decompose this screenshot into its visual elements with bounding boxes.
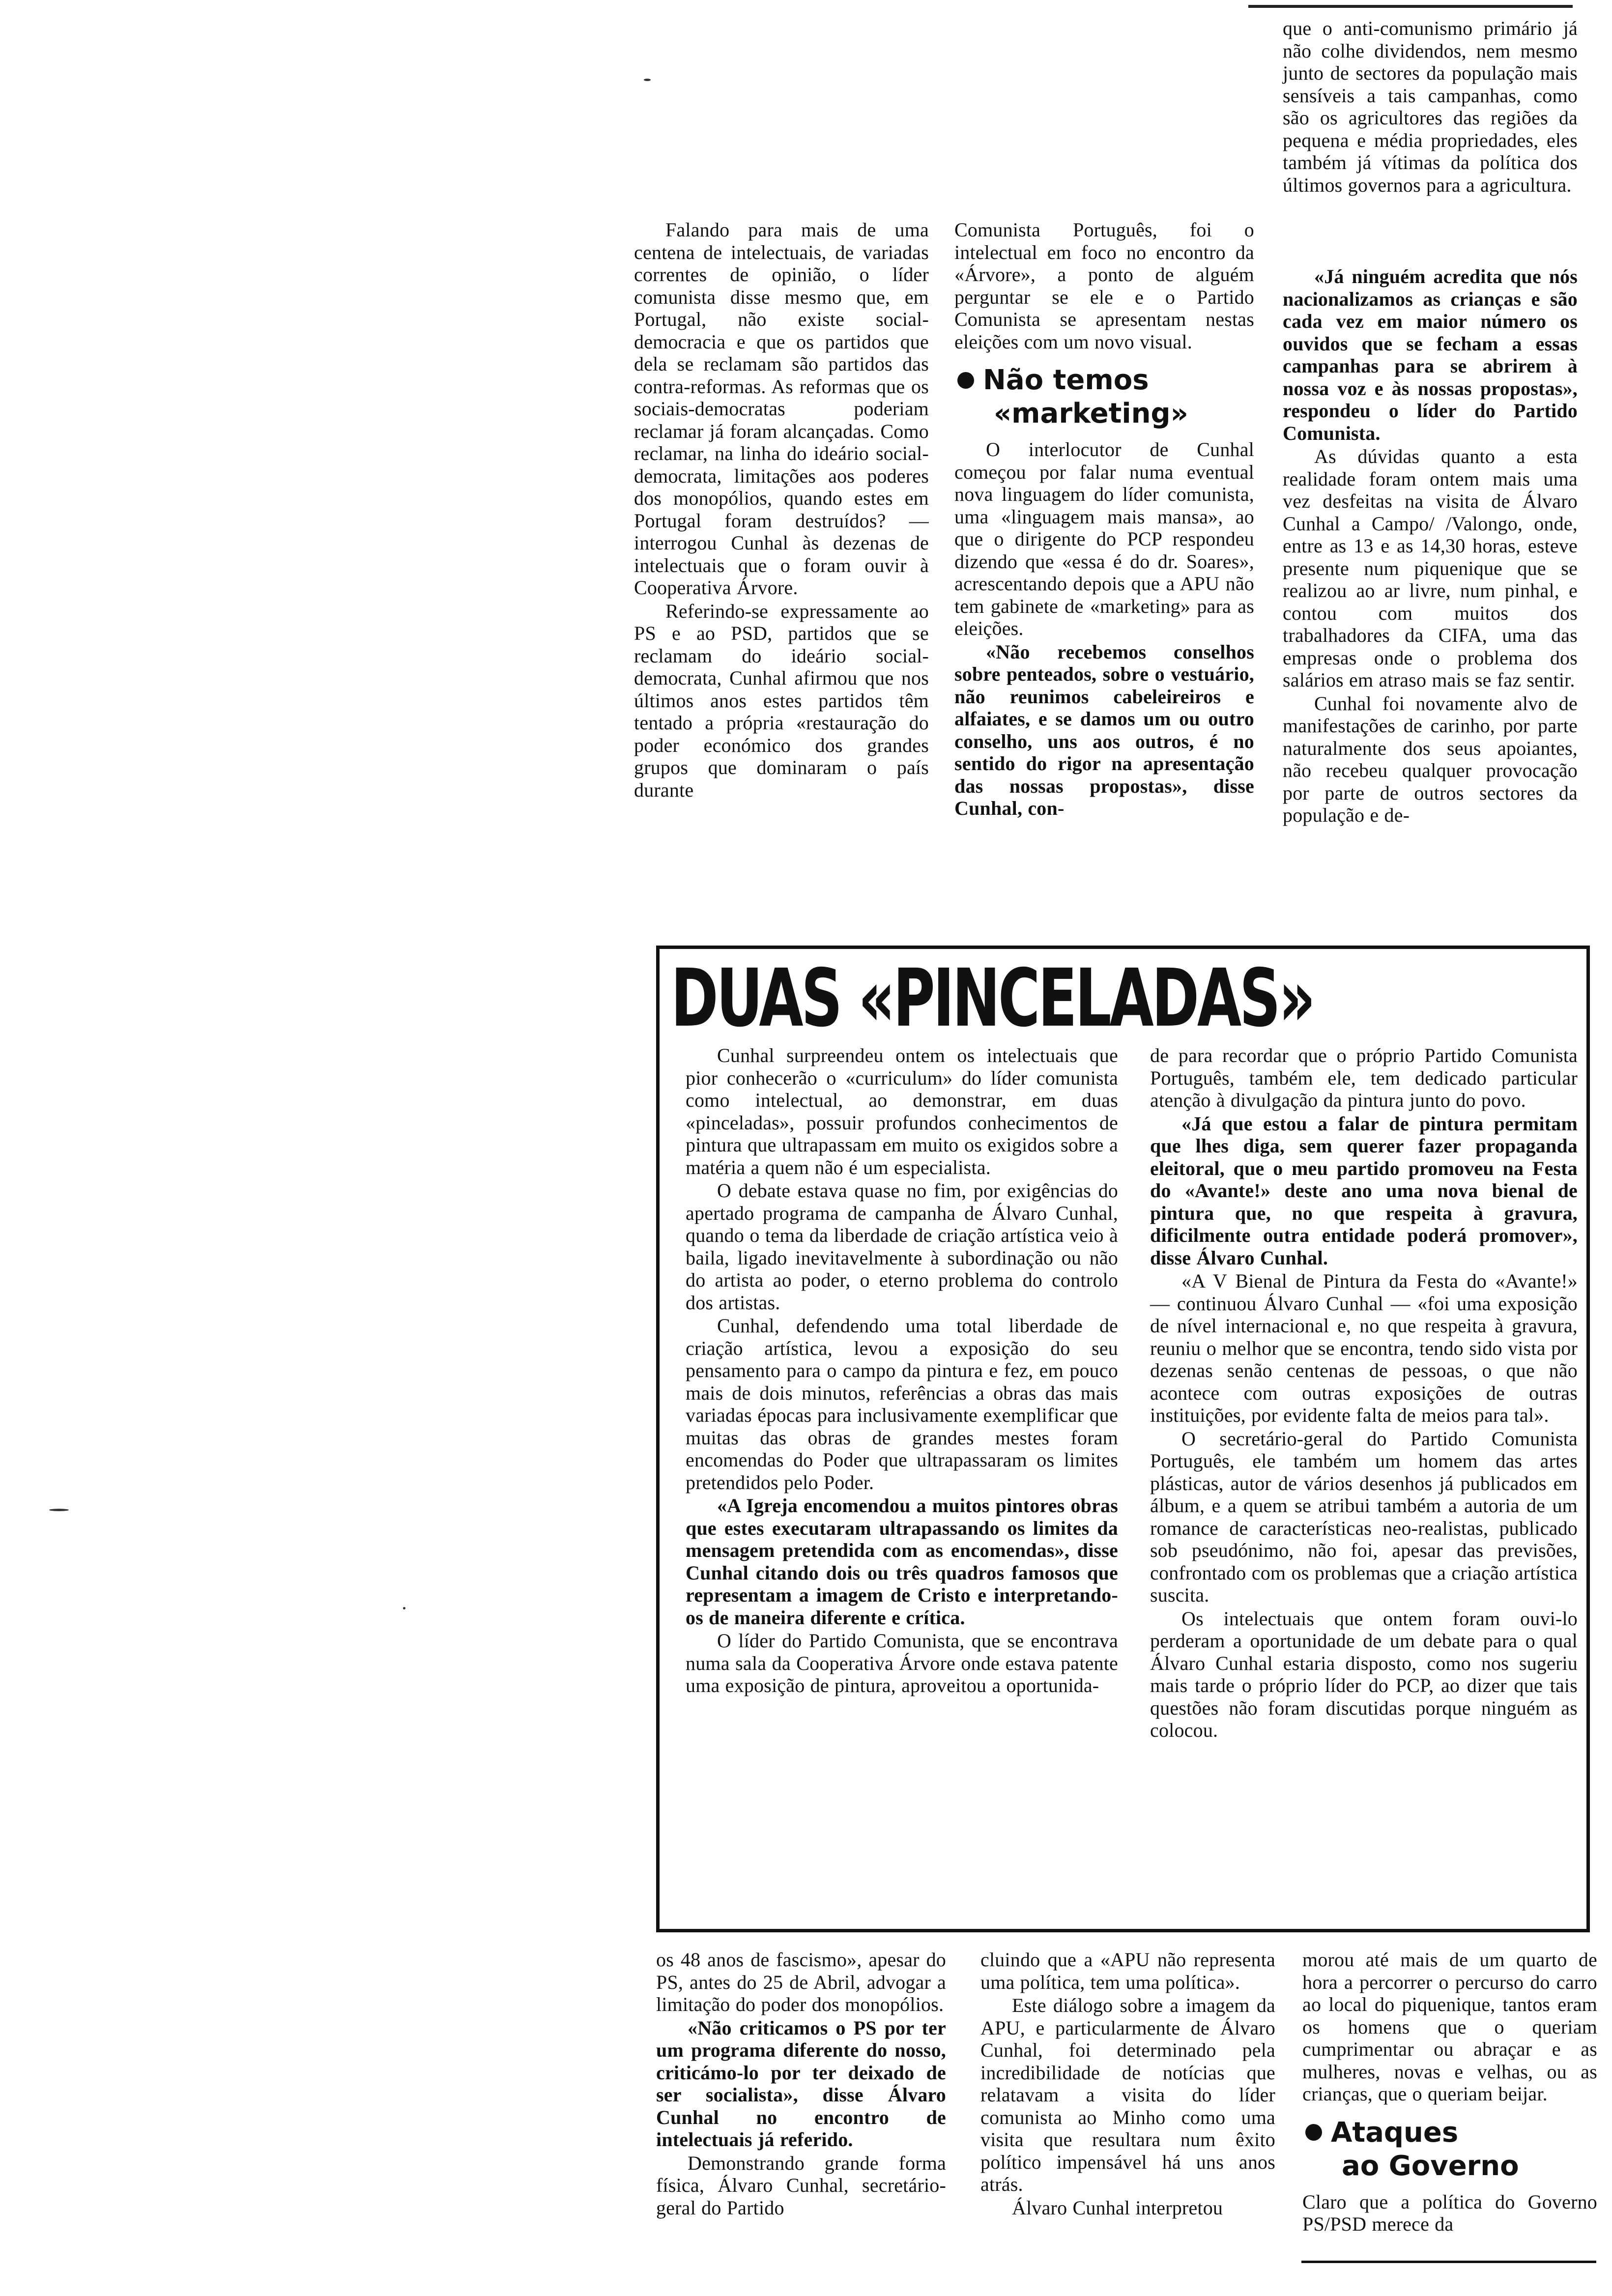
subheading-line-1: Ataques xyxy=(1331,2116,1459,2149)
scan-mark xyxy=(403,1607,405,1609)
feature-box-top-rule xyxy=(699,946,1588,947)
article-column-bottom-1 xyxy=(656,1949,946,2219)
paragraph: os 48 anos de fascismo», apesar do PS, antes do 25 de Abril, advogar a limitação do poder dos monopólios. xyxy=(656,1949,946,2015)
paragraph: Cunhal, defendendo uma total liberdade de criação artística, levou a exposição do seu pensamento para o campo da pintura e fez, em pouco mais de dois minutos, referências a obras das mais variadas épocas para inclusivamente exemplificar que muitas das obras de grandes mestes foram encomendas do Poder que ultrapassaram os limites pretendidos pelo Poder. xyxy=(686,1315,1118,1493)
feature-headline: DUAS «PINCELADAS» xyxy=(671,952,1314,1045)
feature-column-left xyxy=(686,1044,1118,1697)
paragraph: Referindo-se expressamente ao PS e ao PSD, partidos que se reclamam do ideário social-democrata, Cunhal afirmou que nos últimos anos estes partidos têm tentado a própria «restauração do poder económico dos grandes grupos que dominaram o país durante xyxy=(634,600,929,801)
top-rule xyxy=(1248,5,1573,8)
paragraph: O secretário-geral do Partido Comunista Português, ele também um homem das artes plásticas, autor de vários desenhos já publicados em álbum, e a quem se atribui também a autoria de um romance de características neo-realistas, publicado sob pseudónimo, não foi, apesar das previsões, confrontado com os problemas que a criação artística suscita. xyxy=(1150,1427,1578,1606)
paragraph: «Já que estou a falar de pintura permitam que lhes diga, sem querer fazer propaganda eleitoral, que o meu partido promoveu na Festa do «Avante!» deste ano uma nova bienal de pintura que, no que respeita à gravura, dificilmente outra entidade poderá promover», disse Álvaro Cunhal. xyxy=(1150,1112,1578,1269)
article-column-3-continued xyxy=(1283,17,1578,196)
paragraph: cluindo que a «APU não representa uma política, tem uma política». xyxy=(980,1949,1275,1993)
article-column-bottom-2 xyxy=(980,1949,1275,2219)
paragraph: Os intelectuais que ontem foram ouvi-lo perderam a oportunidade de um debate para o qual Álvaro Cunhal estaria disposto, como nos sugeriu mais tarde o próprio líder do PCP, ao dizer que tais questões não foram discutidas porque ninguém as colocou. xyxy=(1150,1607,1578,1741)
subheading-line-2: «marketing» xyxy=(994,398,1188,430)
subheading xyxy=(954,364,1254,430)
bullet-icon xyxy=(1305,2124,1322,2141)
article-column-3 xyxy=(1283,265,1578,827)
paragraph: Comunista Português, foi o intelectual em foco no encontro da «Árvore», a ponto de alguém perguntar se ele e o Partido Comunista se apresentam nestas eleições com um novo visual. xyxy=(954,219,1254,353)
scan-mark xyxy=(644,79,651,81)
article-column-bottom-3 xyxy=(1302,1949,1597,2236)
feature-column-right xyxy=(1150,1044,1578,1742)
paragraph: que o anti-comunismo primário já não colhe dividendos, nem mesmo junto de sectores da população mais sensíveis a tais campanhas, como são os agricultores das regiões da pequena e média propriedades, eles também já vítimas da política dos últimos governos para a agricultura. xyxy=(1283,17,1578,196)
paragraph: de para recordar que o próprio Partido Comunista Português, também ele, tem dedicado particular atenção à divulgação da pintura junto do povo. xyxy=(1150,1044,1578,1111)
paragraph: Este diálogo sobre a imagem da APU, e particularmente de Álvaro Cunhal, foi determinado pela incredibilidade de notícias que relatavam a visita do líder comunista ao Minho como uma visita que resultara num êxito político impensável há uns anos atrás. xyxy=(980,1994,1275,2195)
subheading-line-2: ao Governo xyxy=(1342,2150,1519,2182)
paragraph: «A Igreja encomendou a muitos pintores obras que estes executaram ultrapassando os limites da mensagem pretendida com as encomendas», disse Cunhal citando dois ou três quadros famosos que representam a imagem de Cristo e interpretando-os de maneira diferente e crítica. xyxy=(686,1494,1118,1629)
paragraph: Cunhal foi novamente alvo de manifestações de carinho, por parte naturalmente dos seus apoiantes, não recebeu qualquer provocação por parte de outros sectores da população e de- xyxy=(1283,692,1578,826)
paragraph: «Não criticamos o PS por ter um programa diferente do nosso, criticámo-lo por ter deixado de ser socialista», disse Álvaro Cunhal no encontro de intelectuais já referido. xyxy=(656,2016,946,2151)
paragraph: Claro que a política do Governo PS/PSD merece da xyxy=(1302,2190,1597,2235)
paragraph: O líder do Partido Comunista, que se encontrava numa sala da Cooperativa Árvore onde estava patente uma exposição de pintura, aproveitou a oportunida- xyxy=(686,1630,1118,1696)
bullet-icon xyxy=(957,372,974,389)
bottom-rule xyxy=(1301,2261,1596,2263)
article-column-1 xyxy=(634,219,929,801)
article-column-2 xyxy=(954,219,1254,820)
paragraph: Álvaro Cunhal interpretou xyxy=(1012,2196,1223,2219)
paragraph: Falando para mais de uma centena de intelectuais, de variadas correntes de opinião, o líder comunista disse mesmo que, em Portugal, não existe social-democracia e que os partidos que dela se reclamam são partidos das contra-reformas. As reformas que os sociais-democratas poderiam reclamar já foram alcançadas. Como reclamar, na linha do ideário social-democrata, limitações aos poderes dos monopólios, quando estes em Portugal foram destruídos? — interrogou Cunhal às dezenas de intelectuais que o foram ouvir à Cooperativa Árvore. xyxy=(634,219,929,599)
paragraph: O debate estava quase no fim, por exigências do apertado programa de campanha de Álvaro Cunhal, quando o tema da liberdade de criação artística veio à baila, ligado inevitavelmente à subordinação ou não do artista ao poder, o eterno problema do controlo dos artistas. xyxy=(686,1179,1118,1314)
paragraph: Demonstrando grande forma física, Álvaro Cunhal, secretário-geral do Partido xyxy=(656,2152,946,2219)
subheading-line-1: Não temos xyxy=(983,364,1149,396)
paragraph: O interlocutor de Cunhal começou por falar numa eventual nova linguagem do líder comunista, uma «linguagem mais mansa», ao que o dirigente do PCP respondeu dizendo que «essa é do dr. Soares», acrescentando depois que a APU não tem gabinete de «marketing» para as eleições. xyxy=(954,438,1254,639)
paragraph: «Já ninguém acredita que nós nacionalizamos as crianças e são cada vez em maior número os ouvidos que se fecham a essas campanhas para se abrirem à nossa voz e às nossas propostas», respondeu o líder do Partido Comunista. xyxy=(1283,265,1578,444)
paragraph: «Não recebemos conselhos sobre penteados, sobre o vestuário, não reunimos cabeleireiros e alfaiates, e se damos um ou outro conselho, uns aos outros, é no sentido do rigor na apresentação das nossas propostas», disse Cunhal, con- xyxy=(954,640,1254,819)
paragraph: As dúvidas quanto a esta realidade foram ontem mais uma vez desfeitas na visita de Álvaro Cunhal a Campo/ /Valongo, onde, entre as 13 e as 14,30 horas, esteve presente num piquenique que se realizou ao ar livre, num pinhal, e contou com muitos dos trabalhadores da CIFA, uma das empresas onde o problema dos salários em atraso mais se faz sentir. xyxy=(1283,445,1578,691)
subheading xyxy=(1302,2116,1597,2183)
paragraph: «A V Bienal de Pintura da Festa do «Avante!» — continuou Álvaro Cunhal — «foi uma exposição de nível internacional e, no que respeita à gravura, reuniu o melhor que se encontra, tendo sido vista por dezenas senão centenas de pessoas, o que não acontece com outras exposições de outras instituições, por evidente falta de meios para tal». xyxy=(1150,1270,1578,1426)
paragraph: Cunhal surpreendeu ontem os intelectuais que pior conhecerão o «curriculum» do líder comunista como intelectual, ao demonstrar, em duas «pinceladas», possuir profundos conhecimentos de pintura que ultrapassam em muito os exigidos sobre a matéria a quem não é um especialista. xyxy=(686,1044,1118,1178)
paragraph: morou até mais de um quarto de hora a percorrer o percurso do carro ao local do piquenique, tantos eram os homens que o queriam cumprimentar ou abraçar e as mulheres, novas e velhas, ou as crianças, que o queriam beijar. xyxy=(1302,1949,1597,2105)
scan-mark xyxy=(49,1509,69,1511)
